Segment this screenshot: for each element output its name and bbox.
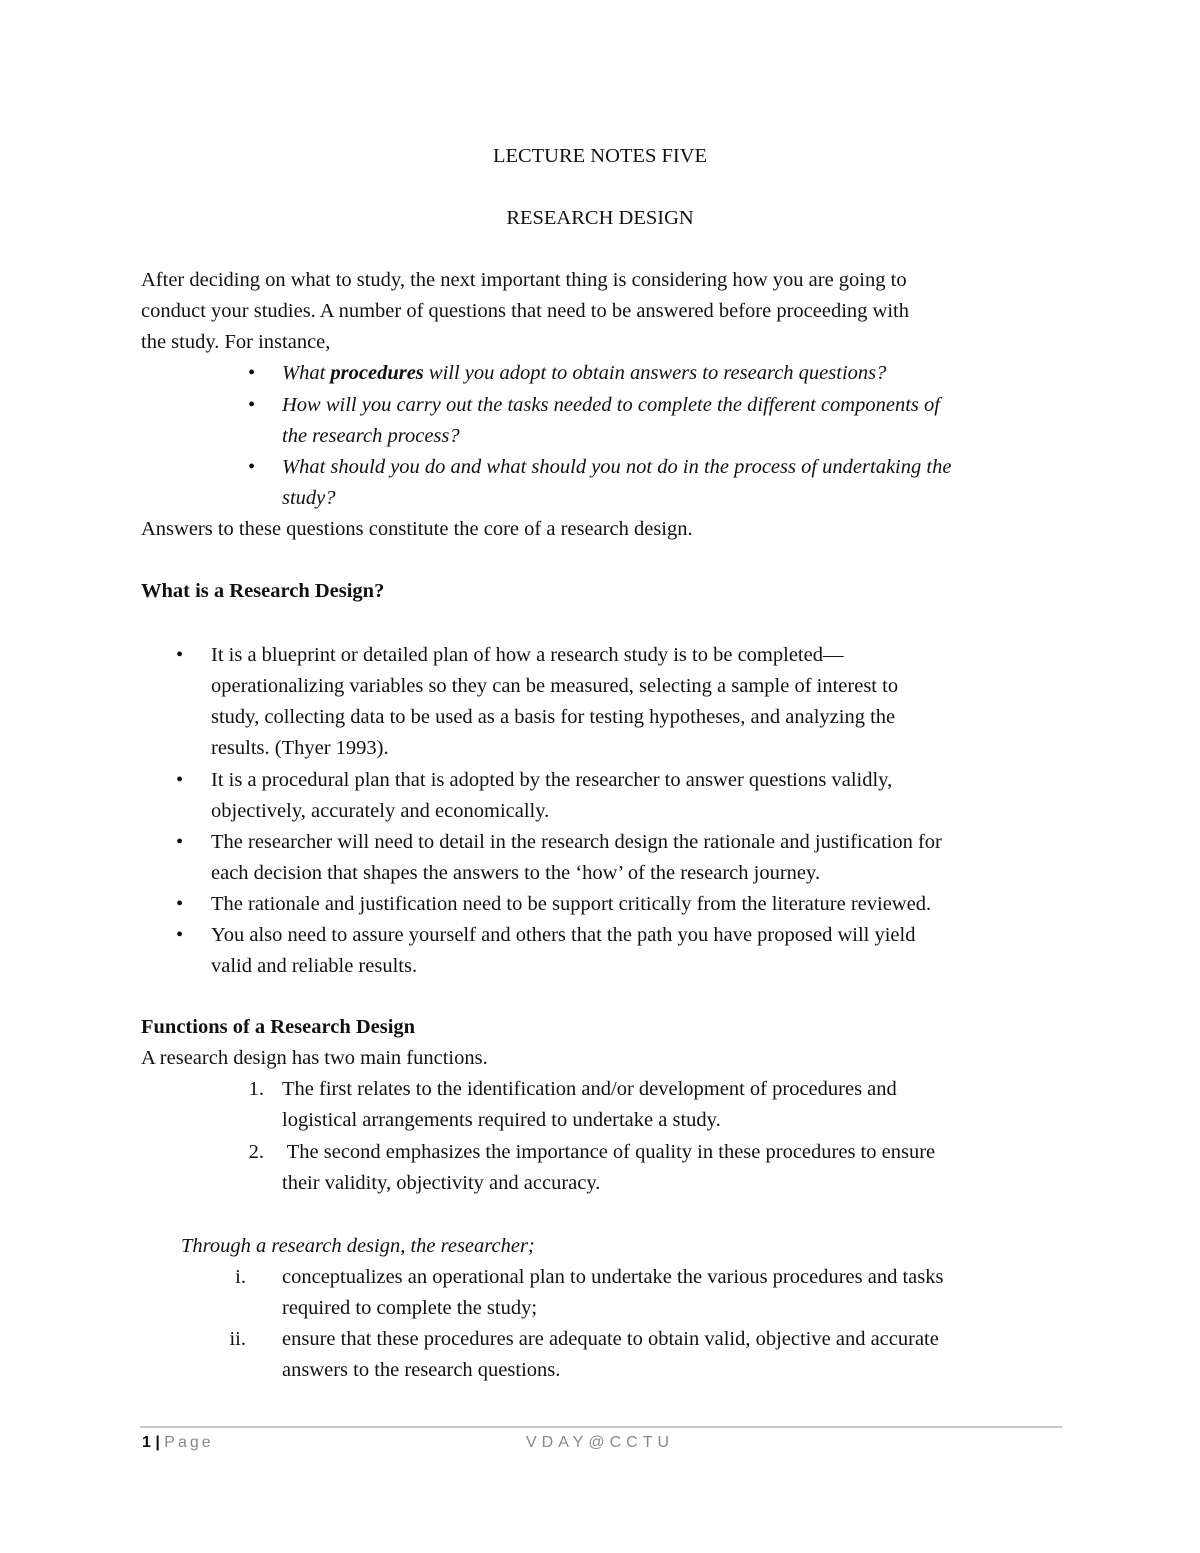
intro-line-3: the study. For instance, (141, 331, 331, 353)
list-numeral: ii. (229, 1328, 246, 1350)
bullet-marker: • (248, 456, 256, 478)
list-item-line: The researcher will need to detail in the research design the rationale and justification for (211, 831, 942, 853)
section-heading-functions: Functions of a Research Design (141, 1016, 416, 1038)
document-title: LECTURE NOTES FIVE (492, 145, 708, 167)
list-item-line: objectively, accurately and economically. (211, 800, 550, 822)
answers-line: Answers to these questions constitute the core of a research design. (141, 518, 693, 540)
footer-divider (140, 1426, 1062, 1428)
list-number: 1. (248, 1078, 264, 1100)
list-item-line: each decision that shapes the answers to the ‘how’ of the research journey. (211, 862, 821, 884)
functions-intro: A research design has two main functions. (141, 1047, 488, 1069)
list-item-line: required to complete the study; (282, 1297, 538, 1319)
list-item-line: It is a procedural plan that is adopted by the researcher to answer questions validly, (211, 769, 893, 791)
question-2-line-1: How will you carry out the tasks needed to complete the different components of (282, 394, 940, 416)
footer-author: VDAY@CCTU (525, 1434, 675, 1451)
page-number: 1 (142, 1434, 151, 1451)
list-item-line: conceptualizes an operational plan to undertake the various procedures and tasks (282, 1266, 944, 1288)
list-item-line: It is a blueprint or detailed plan of how a research study is to be completed— (211, 644, 844, 666)
list-item-line: study, collecting data to be used as a basis for testing hypotheses, and analyzing the (211, 706, 896, 728)
section-heading-what-is: What is a Research Design? (141, 580, 385, 602)
list-item-line: valid and reliable results. (211, 955, 418, 977)
bullet-marker: • (176, 924, 184, 946)
question-1-emphasis: procedures (330, 362, 424, 384)
question-3-line-1: What should you do and what should you not do in the process of undertaking the (282, 456, 952, 478)
list-item-line: logistical arrangements required to undertake a study. (282, 1109, 721, 1131)
list-item-line: The rationale and justification need to be support critically from the literature reviewed. (211, 893, 932, 915)
intro-line-2: conduct your studies. A number of questions that need to be answered before proceeding with (141, 300, 909, 322)
question-3-line-2: study? (282, 487, 336, 509)
question-1: What procedures will you adopt to obtain answers to research questions? (282, 362, 887, 384)
intro-line-1: After deciding on what to study, the next important thing is considering how you are going to (141, 269, 907, 291)
list-item-line: their validity, objectivity and accuracy. (282, 1172, 601, 1194)
list-item-line: answers to the research questions. (282, 1359, 561, 1381)
document-subtitle: RESEARCH DESIGN (506, 207, 694, 229)
bullet-marker: • (248, 362, 256, 384)
list-numeral: i. (235, 1266, 246, 1288)
bullet-marker: • (248, 394, 256, 416)
bullet-marker: • (176, 831, 184, 853)
list-item-line: The first relates to the identification and/or development of procedures and (282, 1078, 897, 1100)
list-number: 2. (248, 1141, 264, 1163)
bullet-marker: • (176, 769, 184, 791)
page-separator: | (155, 1434, 160, 1451)
list-item-line: operationalizing variables so they can be measured, selecting a sample of interest to (211, 675, 899, 697)
bullet-marker: • (176, 893, 184, 915)
list-item-line: The second emphasizes the importance of quality in these procedures to ensure (282, 1141, 936, 1163)
list-item-line: You also need to assure yourself and others that the path you have proposed will yield (211, 924, 916, 946)
question-2-line-2: the research process? (282, 425, 460, 447)
bullet-marker: • (176, 644, 184, 666)
page-word: Page (164, 1434, 214, 1451)
through-research-design: Through a research design, the researcher; (181, 1235, 535, 1257)
list-item-line: ensure that these procedures are adequate to obtain valid, objective and accurate (282, 1328, 939, 1350)
list-item-line: results. (Thyer 1993). (211, 737, 389, 759)
